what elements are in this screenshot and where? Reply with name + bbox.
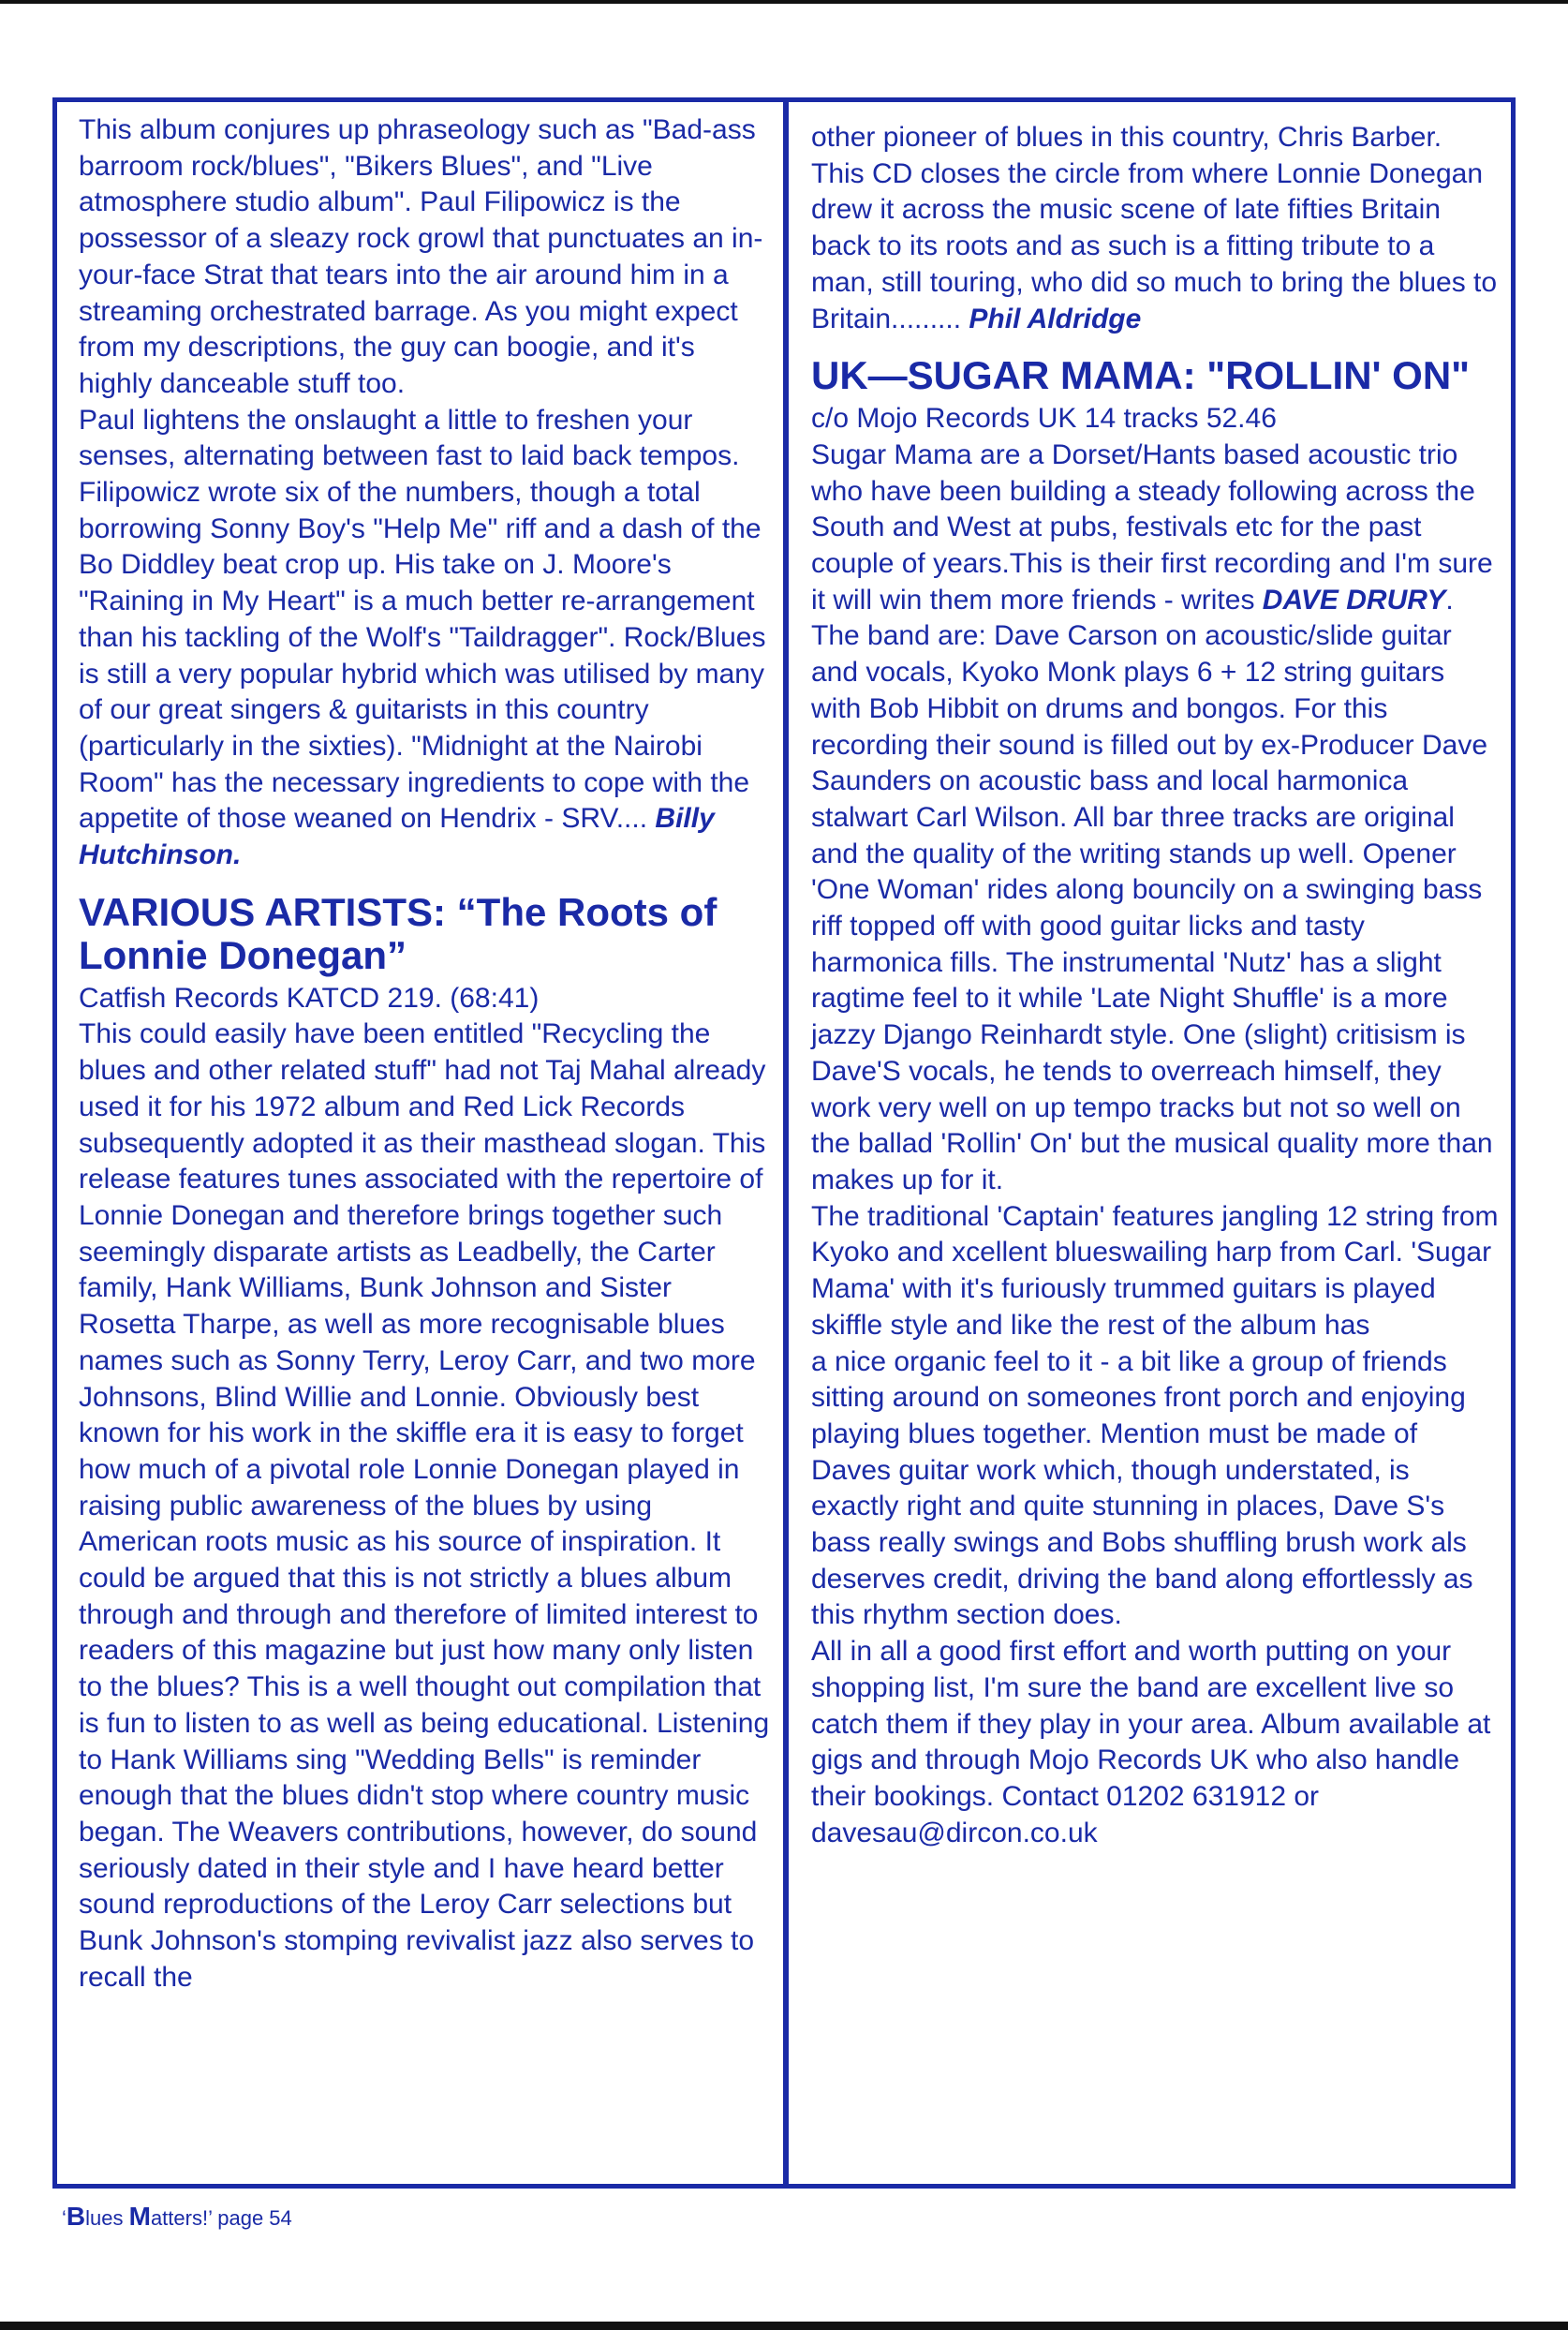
left-column (79, 112, 776, 1996)
review-paragraph: a nice organic feel to it - a bit like a group of friends sitting around on someones front porch and enjoying playing blues together. Mention must be made of Daves guitar work which, though understated, is exactly right and quite stunning in places, Dave S's bass really swings and Bobs shuffling brush work als deserves credit, driving the band along effortlessly as this rhythm section does. (811, 1345, 1473, 1631)
footer-quote: ‘ (62, 2206, 67, 2230)
reviewer-byline: Phil Aldridge (969, 303, 1142, 334)
right-column (811, 120, 1500, 1851)
review-paragraph (79, 112, 776, 403)
review-paragraph (79, 403, 776, 874)
reviewer-byline: Billy Hutchinson. (79, 803, 715, 871)
review-paragraph: The traditional 'Captain' features jangling 12 string from Kyoko and xcellent blueswailing harp from Carl. 'Sugar Mama' with it's furiously trummed guitars is played skiffle style and like the rest of the album has (811, 1200, 1499, 1341)
label-line: c/o Mojo Records UK 14 tracks 52.46 (811, 403, 1277, 435)
review-paragraph (811, 438, 1500, 619)
page-footer (62, 2202, 292, 2232)
review-paragraph: This could easily have been entitled "Recycling the blues and other related stuff" had not Taj Mahal already used it for his 1972 album and Red Lick Records subsequently adopted it as their masthead slogan. This release features tunes associated with the repertoire of Lonnie Donegan and therefore brings together such seemingly disparate artists as Leadbelly, the Carter family, Hank Williams, Bunk Johnson and Sister Rosetta Tharpe, as well as more recognisable blues names such as Sonny Terry, Leroy Carr, and two more Johnsons, Blind Willie and Lonnie. Obviously best known for his work in the skiffle era it is easy to forget how much of a pivotal role Lonnie Donegan played in raising public awareness of the blues by using American roots music as his source of inspiration. It could be argued that this is not strictly a blues album through and through and therefore of limited interest to readers of this magazine but just how many only listen to the blues? This is a well thought out compilation that is fun to listen to as well as being educational. Listening to Hank Williams sing "Wedding Bells" is reminder enough that the blues didn't stop where country music began. The Weavers contributions, however, do sound seriously dated in their style and I have heard better sound reproductions of the Leroy Carr selections but Bunk Johnson's stomping revivalist jazz also serves to recall the (79, 1018, 770, 1993)
review-paragraph: The band are: Dave Carson on acoustic/slide guitar and vocals, Kyoko Monk plays 6 + 12 string guitars with Bob Hibbit on drums and bongos. For this recording their sound is filled out by ex-Producer Dave Saunders on acoustic bass and local harmonica stalwart Carl Wilson. All bar three tracks are original and the quality of the writing stands up well. Opener 'One Woman' rides along bouncily on a swinging bass riff topped off with good guitar licks and tasty harmonica fills. The instrumental 'Nutz' has a slight ragtime feel to it while 'Late Night Shuffle' is a more jazzy Django Reinhardt style. One (slight) critisism is Dave'S vocals, he tends to overreach himself, they work very well on up tempo tracks but not so well on the ballad 'Rollin' On' but the musical quality more than makes up for it. (811, 620, 1493, 1195)
paragraph-text: other pioneer of blues in this country, Chris Barber. This CD closes the circle from where Lonnie Donegan drew it across the music scene of late fifties Britain back to its roots and as such is a fitting tribute to a man, still touring, who did so much to bring the blues to Britain......... (811, 122, 1498, 334)
footer-text: lues (85, 2206, 129, 2230)
paragraph-text: Paul lightens the onslaught a little to freshen your senses, alternating between fast to laid back tempos. Filipowicz wrote six of the numbers, though a total borrowing Sonny Boy's "Help Me" riff and a dash of the Bo Diddley beat crop up. His take on J. Moore's "Raining in My Heart" is a much better re-arrangement than his tackling of the Wolf's "Taildragger". Rock/Blues is still a very popular hybrid which was utilised by many of our great singers & guitarists in this country (particularly in the sixties). "Midnight at the Nairobi Room" has the necessary ingredients to cope with the appetite of those weaned on Hendrix - SRV.... (79, 404, 766, 835)
reviewer-byline: DAVE DRURY (1262, 584, 1446, 616)
review-paragraph (811, 120, 1500, 337)
footer-initial-m: M (128, 2202, 151, 2231)
review-heading: VARIOUS ARTISTS: “The Roots of Lonnie Donegan” (79, 889, 717, 977)
paragraph-text: Sugar Mama are a Dorset/Hants based acoustic trio who have been building a steady following across the South and West at pubs, festivals etc for the past couple of years.This is their first recording and I'm sure it will win them more friends - writes (811, 438, 1493, 616)
column-divider (783, 97, 789, 2189)
paragraph-text: This album conjures up phraseology such as "Bad-ass barroom rock/blues", "Bikers Blues", and "Live atmosphere studio album". Paul Filipowicz is the possessor of a sleazy rock growl that punctuates an in-your-face Strat that tears into the air around him in a streaming orchestrated barrage. As you might expect from my descriptions, the guy can boogie, and it's highly danceable stuff too. (79, 114, 763, 399)
review-heading: UK—SUGAR MAMA: "ROLLIN' ON" (811, 353, 1471, 398)
top-rule (0, 0, 1568, 4)
label-line: Catfish Records KATCD 219. (68:41) (79, 982, 540, 1014)
bottom-rule (0, 2322, 1568, 2330)
footer-page-number: atters!’ page 54 (150, 2206, 292, 2230)
review-paragraph: All in all a good first effort and worth putting on your shopping list, I'm sure the band are excellent live so catch them if they play in your area. Album available at gigs and through Mojo Records UK who also handle their bookings. Contact 01202 631912 or davesau@dircon.co.uk (811, 1636, 1491, 1848)
footer-initial-b: B (66, 2202, 86, 2231)
paragraph-end: . (1445, 584, 1454, 616)
